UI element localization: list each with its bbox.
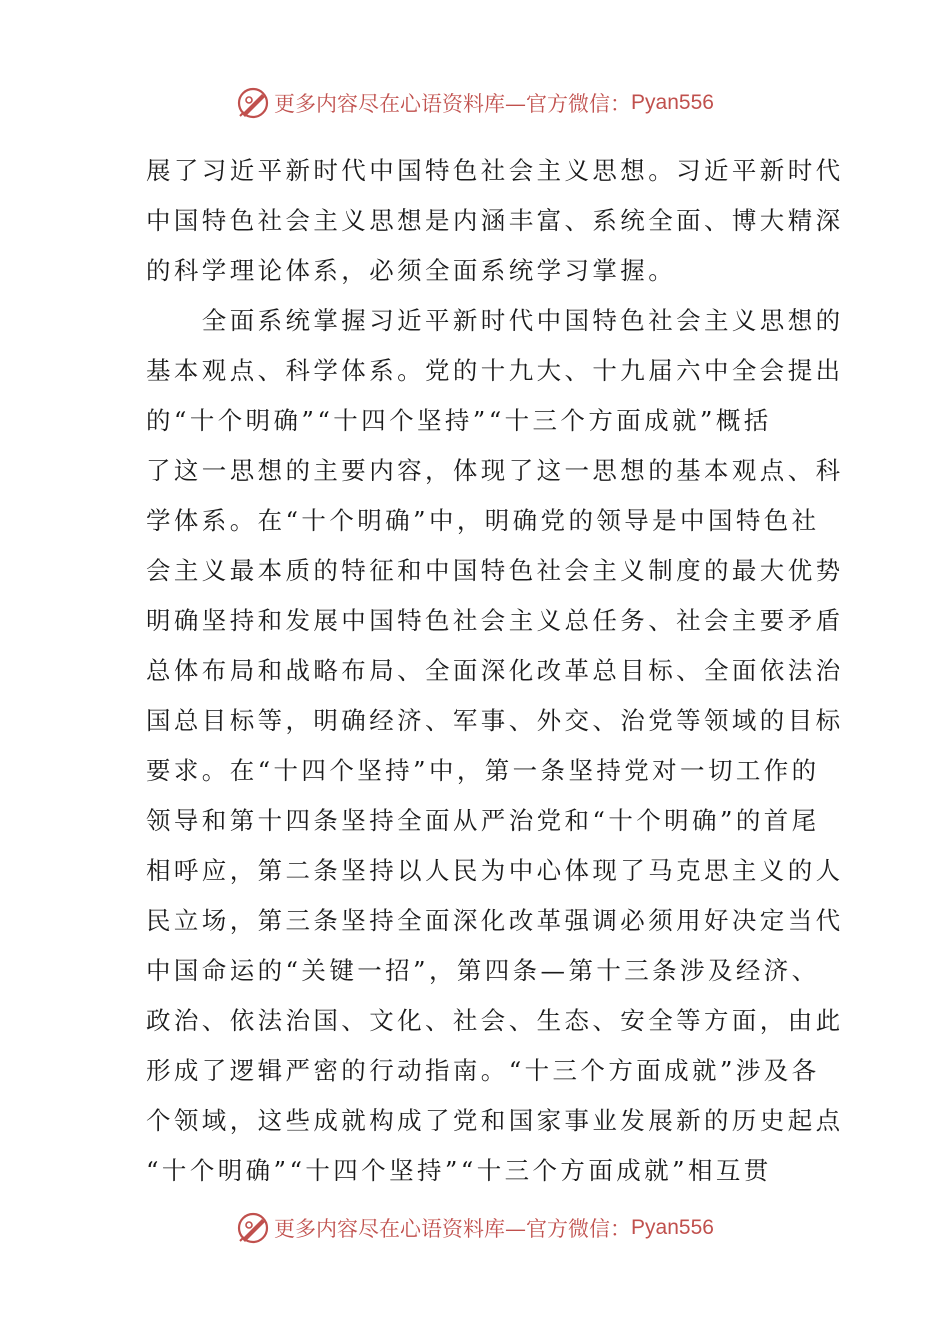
text-line: 形成了逻辑严密的行动指南。“十三个方面成就”涉及各 (146, 1056, 820, 1085)
text-line: 要求。在“十四个坚持”中，第一条坚持党对一切工作的 (146, 756, 820, 785)
pen-circle-logo-icon (236, 86, 270, 120)
text-line: 了这一思想的主要内容，体现了这一思想的基本观点、科 (146, 456, 844, 485)
text-line: 的科学理论体系，必须全面系统学习掌握。 (146, 256, 677, 285)
header-banner (0, 83, 950, 123)
text-line: 学体系。在“十个明确”中，明确党的领导是中国特色社 (146, 506, 820, 535)
text-line: 的“十个明确”“十四个坚持”“十三个方面成就”概括 (146, 406, 772, 435)
text-line: 政治、依法治国、文化、社会、生态、安全等方面，由此 (146, 1006, 844, 1035)
document-body (146, 146, 844, 1196)
text-line: 明确坚持和发展中国特色社会主义总任务、社会主要矛盾 (146, 606, 844, 635)
text-line: 全面系统掌握习近平新时代中国特色社会主义思想的 (146, 306, 844, 335)
text-line: 展了习近平新时代中国特色社会主义思想。习近平新时代 (146, 156, 844, 185)
text-line: 基本观点、科学体系。党的十九大、十九届六中全会提出 (146, 356, 844, 385)
text-line: 会主义最本质的特征和中国特色社会主义制度的最大优势 (146, 556, 844, 585)
footer-banner (0, 1208, 950, 1248)
text-line: 中国命运的“关键一招”，第四条—第十三条涉及经济、 (146, 956, 820, 985)
wechat-id: Pyan556 (631, 91, 714, 114)
wechat-id: Pyan556 (631, 1216, 714, 1239)
text-line: 领导和第十四条坚持全面从严治党和“十个明确”的首尾 (146, 806, 820, 835)
text-line: 国总目标等，明确经济、军事、外交、治党等领域的目标 (146, 706, 844, 735)
text-line: 民立场，第三条坚持全面深化改革强调必须用好决定当代 (146, 906, 844, 935)
text-line: 相呼应，第二条坚持以人民为中心体现了马克思主义的人 (146, 856, 844, 885)
banner-slogan: 更多内容尽在心语资料库—官方微信： (274, 1217, 632, 1241)
text-line: 中国特色社会主义思想是内涵丰富、系统全面、博大精深 (146, 206, 844, 235)
text-line: “十个明确”“十四个坚持”“十三个方面成就”相互贯 (146, 1156, 772, 1185)
banner-slogan: 更多内容尽在心语资料库—官方微信： (274, 92, 632, 116)
text-line: 总体布局和战略布局、全面深化改革总目标、全面依法治 (146, 656, 844, 685)
text-line: 个领域，这些成就构成了党和国家事业发展新的历史起点 (146, 1106, 844, 1135)
pen-circle-logo-icon (236, 1211, 270, 1245)
